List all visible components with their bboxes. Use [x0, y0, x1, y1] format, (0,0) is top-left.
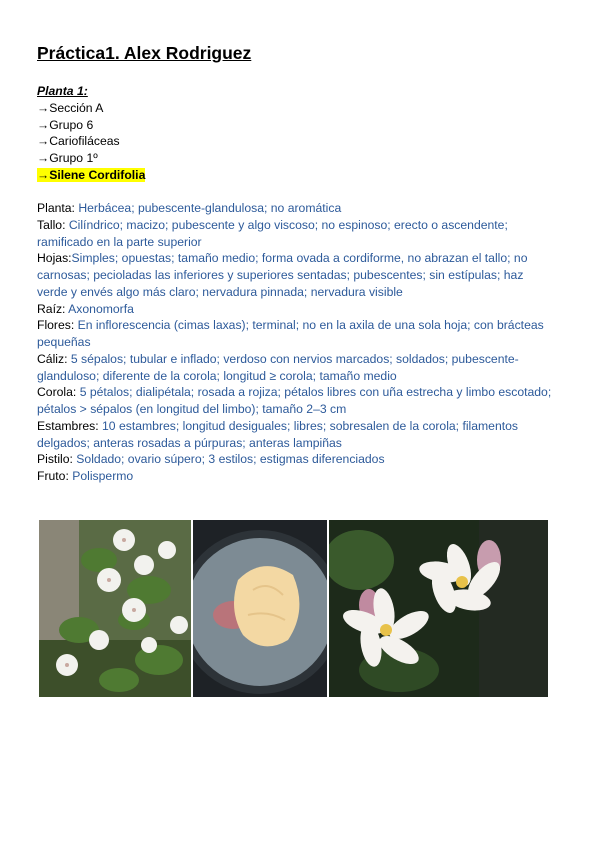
desc-estambres: Estambres: 10 estambres; longitud desiguales; libres; sobresalen de la corola; filamentos delgados; anteras rosadas a púrpuras; anteras lampiñas	[37, 418, 518, 450]
desc-caliz: Cáliz: 5 sépalos; tubular e inflado; verdoso con nervios marcados; soldados; pubescente-glanduloso; diferente de la corola; longitud ≥ corola; tamaño medio	[37, 351, 519, 383]
plant-heading: Planta 1:	[37, 84, 88, 98]
desc-hojas: Hojas:Simples; opuestas; tamaño medio; forma ovada a cordiforme, no abrazan el tallo; no carnosas; pecioladas las inferiores y superiores sentadas; pubescentes; sin estípulas; haz verde y envés algo más claro; nervadura pinnada; nervadura visible	[37, 251, 528, 299]
flower-closeup-photo	[193, 520, 327, 697]
page-title: Práctica1. Alex Rodriguez	[37, 43, 252, 63]
flowers-detail-photo	[329, 520, 548, 697]
section-line: →Sección A	[37, 100, 104, 115]
desc-fruto: Fruto: Polispermo	[37, 469, 134, 483]
plant-photo-habit	[39, 520, 191, 697]
family-line: →Cariofiláceas	[37, 134, 120, 149]
species-name: →Silene Cordifolia	[37, 167, 146, 182]
description	[37, 200, 557, 485]
desc-planta: Planta: Herbácea; pubescente-glandulosa; no aromática	[37, 201, 342, 215]
group-line: →Grupo 6	[37, 117, 94, 132]
subgroup-line: →Grupo 1º	[37, 151, 98, 166]
desc-tallo: Tallo: Cilíndrico; macizo; pubescente y algo viscoso; no espinoso; erecto o ascendente; ramificado en la parte superior	[37, 217, 508, 249]
desc-corola: Corola: 5 pétalos; dialipétala; rosada a rojiza; pétalos libres con uña estrecha y limbo escotado; pétalos > sépalos (en longitud del limbo); tamaño 2–3 cm	[37, 385, 552, 416]
desc-flores: Flores: En inflorescencia (cimas laxas); terminal; no en la axila de una sola hoja; con brácteas pequeñas	[37, 318, 544, 349]
desc-pistilo: Pistilo: Soldado; ovario súpero; 3 estilos; estigmas diferenciados	[37, 452, 385, 467]
desc-raiz: Raíz: Axonomorfa	[37, 301, 134, 316]
plant-info	[37, 83, 145, 184]
